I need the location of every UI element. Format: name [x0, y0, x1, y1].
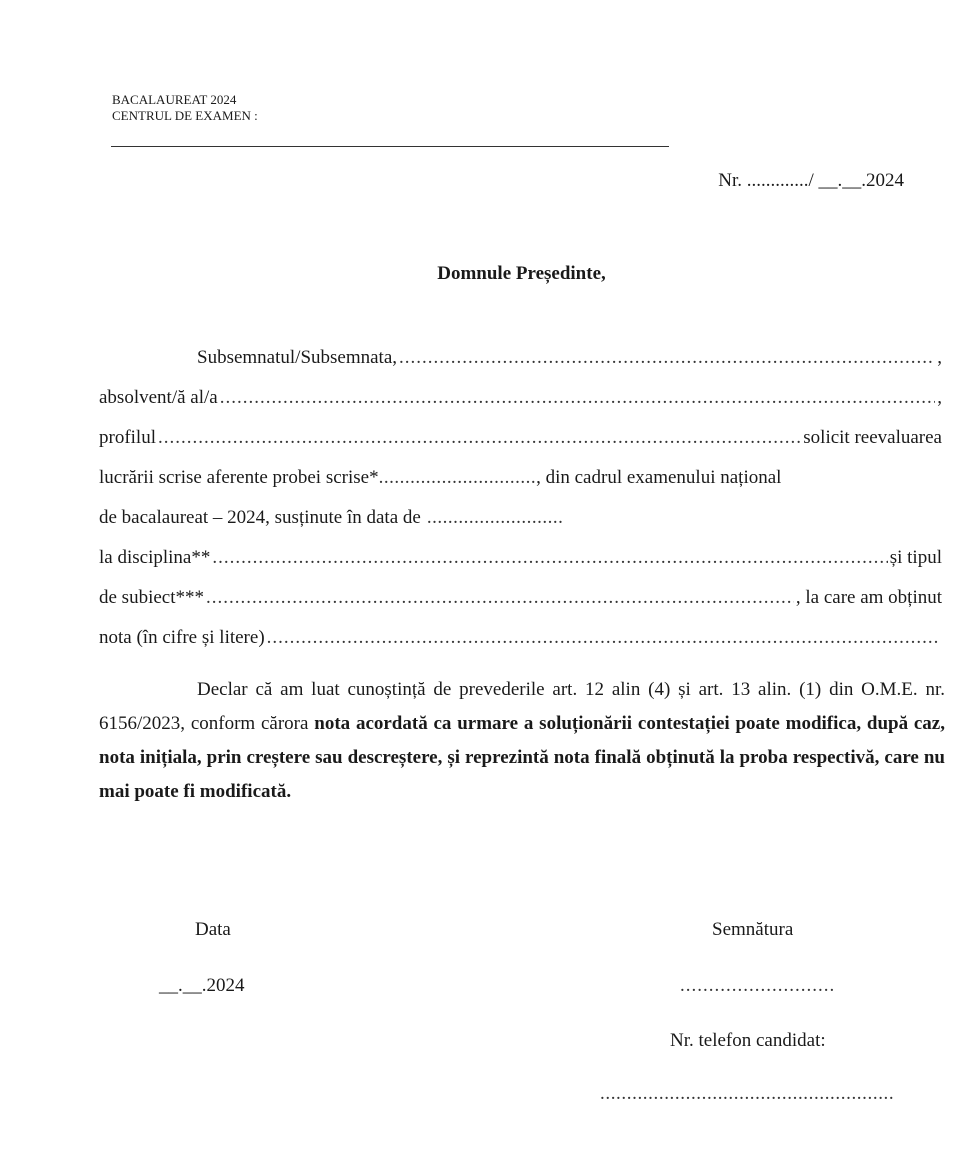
name-row-end: , [937, 347, 942, 368]
phone-label: Nr. telefon candidat: [670, 1030, 826, 1051]
declaration-text: Declar că am luat cunoștință de prevederile art. 12 alin (4) și art. 13 alin. (1) din O.M.E. nr. 6156/2023, conform cărora [99, 679, 945, 734]
subject-type-fill-line [206, 583, 794, 613]
form-row-subject-type [99, 583, 942, 613]
grade-fill-line [267, 623, 940, 653]
registration-number: Nr. ............./ __.__.2024 [718, 170, 904, 191]
form-row-graduate [99, 383, 942, 413]
subject-type-row-end: , la care am obținut [795, 587, 942, 608]
graduate-fill-line [220, 383, 936, 413]
profile-label: profilul [99, 427, 156, 448]
subject-type-label: de subiect*** [99, 587, 205, 608]
phone-line: ....................................................... [600, 1083, 895, 1104]
declaration-paragraph [99, 673, 945, 809]
header-underline [111, 146, 669, 147]
graduate-row-end: , [937, 387, 942, 408]
exam-test-row-end: , din cadrul examenului național [536, 467, 782, 488]
signature-line: ........................... [680, 975, 836, 996]
form-row-profile [99, 423, 942, 453]
declaration-bold-text: nota acordată ca urmare a soluționării contestației poate modifica, după caz, nota inițiala, prin creștere sau descreștere, și reprezintă nota finală obținută la proba respectivă, care nu mai poate fi modificată. [99, 713, 945, 802]
graduate-label: absolvent/ă al/a [99, 387, 218, 408]
name-label: Subsemnatul/Subsemnata, [197, 347, 398, 368]
name-fill-line [399, 343, 935, 373]
form-row-grade [99, 623, 942, 653]
exam-test-fill-line: .............................. [378, 467, 537, 488]
profile-row-end: solicit reevaluarea [803, 427, 942, 448]
date-label: Data [195, 919, 231, 940]
grade-label: nota (în cifre și litere) [99, 627, 265, 648]
discipline-fill-line [212, 543, 887, 573]
discipline-row-end: și tipul [889, 547, 942, 568]
signature-label: Semnătura [712, 919, 794, 940]
form-row-exam-date [99, 503, 942, 533]
date-value: __.__.2024 [159, 975, 245, 996]
header-exam-title: BACALAUREAT 2024 [112, 92, 237, 107]
exam-test-label: lucrării scrise aferente probei scrise* [99, 467, 379, 488]
header-exam-center: CENTRUL DE EXAMEN : [112, 108, 258, 123]
discipline-label: la disciplina** [99, 547, 211, 568]
form-row-discipline [99, 543, 942, 573]
salutation: Domnule Președinte, [437, 263, 606, 284]
form-row-exam-test [99, 463, 942, 493]
exam-date-fill-line: .......................... [426, 507, 564, 528]
profile-fill-line [158, 423, 801, 453]
form-row-name [99, 343, 942, 373]
exam-date-label: de bacalaureat – 2024, susținute în data de [99, 507, 421, 528]
